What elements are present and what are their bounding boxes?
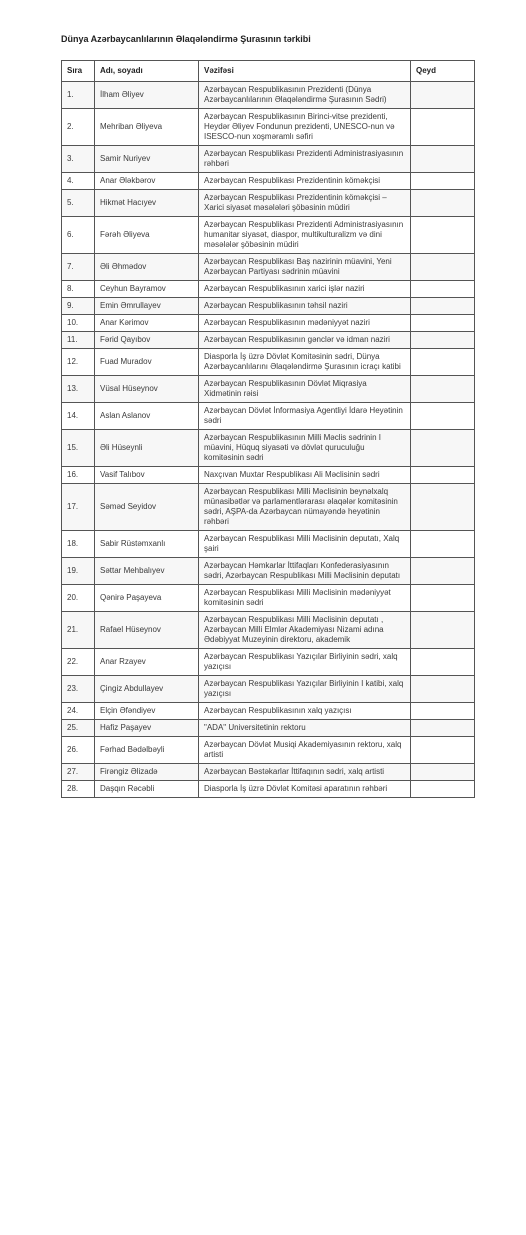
- row-number: 26.: [62, 737, 95, 764]
- row-number: 21.: [62, 612, 95, 649]
- table-row: [62, 403, 475, 430]
- table-row: [62, 676, 475, 703]
- member-position: Azərbaycan Həmkarlar İttifaqları Konfederasiyasının sədri, Azərbaycan Respublikası Milli Məclisinin deputatı: [199, 558, 411, 585]
- member-position: Azərbaycan Respublikası Prezidenti Administrasiyasının humanitar siyasət, diaspor, multikulturalizm və dini məsələlər şöbəsinin müdiri: [199, 217, 411, 254]
- member-position: Naxçıvan Muxtar Respublikası Ali Məclisinin sədri: [199, 467, 411, 484]
- row-number: 28.: [62, 781, 95, 798]
- row-number: 27.: [62, 764, 95, 781]
- row-number: 2.: [62, 109, 95, 146]
- member-name: Samir Nuriyev: [95, 146, 199, 173]
- member-note: [411, 403, 475, 430]
- member-position: Diasporla İş üzrə Dövlət Komitəsinin sədri, Dünya Azərbaycanlılarını Əlaqələndirmə Şurasının icraçı katibi: [199, 349, 411, 376]
- table-row: [62, 467, 475, 484]
- member-position: Azərbaycan Respublikasının gənclər və idman naziri: [199, 332, 411, 349]
- member-name: Fuad Muradov: [95, 349, 199, 376]
- member-position: "ADA" Universitetinin rektoru: [199, 720, 411, 737]
- table-row: [62, 217, 475, 254]
- table-row: [62, 349, 475, 376]
- member-name: Ceyhun Bayramov: [95, 281, 199, 298]
- member-note: [411, 298, 475, 315]
- member-position: Azərbaycan Respublikası Milli Məclisinin deputatı, Xalq şairi: [199, 531, 411, 558]
- member-name: Fərəh Əliyeva: [95, 217, 199, 254]
- row-number: 19.: [62, 558, 95, 585]
- member-note: [411, 349, 475, 376]
- row-number: 16.: [62, 467, 95, 484]
- member-position: Azərbaycan Respublikasının xarici işlər naziri: [199, 281, 411, 298]
- table-row: [62, 281, 475, 298]
- table-row: [62, 585, 475, 612]
- member-position: Azərbaycan Respublikası Milli Məclisinin beynəlxalq münasibətlər və parlamentlərarası əlaqələr komitəsinin sədri, AŞPA-da Azərbaycan nümayəndə heyətinin rəhbəri: [199, 484, 411, 531]
- row-number: 17.: [62, 484, 95, 531]
- member-name: Mehriban Əliyeva: [95, 109, 199, 146]
- member-name: Fərhad Bədəlbəyli: [95, 737, 199, 764]
- member-position: Azərbaycan Respublikasının təhsil naziri: [199, 298, 411, 315]
- table-row: [62, 254, 475, 281]
- member-name: Çingiz Abdullayev: [95, 676, 199, 703]
- member-name: Emin Əmrullayev: [95, 298, 199, 315]
- row-number: 8.: [62, 281, 95, 298]
- table-row: [62, 720, 475, 737]
- row-number: 5.: [62, 190, 95, 217]
- member-note: [411, 467, 475, 484]
- member-position: Azərbaycan Dövlət Musiqi Akademiyasının rektoru, xalq artisti: [199, 737, 411, 764]
- row-number: 4.: [62, 173, 95, 190]
- member-position: Azərbaycan Respublikasının Dövlət Miqrasiya Xidmətinin rəisi: [199, 376, 411, 403]
- row-number: 7.: [62, 254, 95, 281]
- row-number: 10.: [62, 315, 95, 332]
- member-position: Azərbaycan Respublikası Yazıçılar Birliyinin sədri, xalq yazıçısı: [199, 649, 411, 676]
- member-position: Azərbaycan Respublikası Prezidentinin köməkçisi: [199, 173, 411, 190]
- member-name: Hafiz Paşayev: [95, 720, 199, 737]
- member-note: [411, 173, 475, 190]
- member-position: Azərbaycan Dövlət İnformasiya Agentliyi İdarə Heyətinin sədri: [199, 403, 411, 430]
- table-row: [62, 376, 475, 403]
- table-row: [62, 649, 475, 676]
- member-name: Əli Hüseynli: [95, 430, 199, 467]
- member-note: [411, 146, 475, 173]
- member-note: [411, 737, 475, 764]
- row-number: 6.: [62, 217, 95, 254]
- table-row: [62, 298, 475, 315]
- member-name: Anar Kərimov: [95, 315, 199, 332]
- member-note: [411, 217, 475, 254]
- member-note: [411, 703, 475, 720]
- table-row: [62, 315, 475, 332]
- member-note: [411, 281, 475, 298]
- table-row: [62, 703, 475, 720]
- member-name: İlham Əliyev: [95, 82, 199, 109]
- member-name: Fərid Qayıbov: [95, 332, 199, 349]
- member-name: Aslan Aslanov: [95, 403, 199, 430]
- member-note: [411, 376, 475, 403]
- table-row: [62, 146, 475, 173]
- member-note: [411, 82, 475, 109]
- member-name: Səttar Mehbalıyev: [95, 558, 199, 585]
- member-note: [411, 254, 475, 281]
- table-row: [62, 332, 475, 349]
- member-note: [411, 430, 475, 467]
- member-position: Azərbaycan Respublikası Yazıçılar Birliyinin I katibi, xalq yazıçısı: [199, 676, 411, 703]
- member-name: Əli Əhmədov: [95, 254, 199, 281]
- page-title: Dünya Azərbaycanlılarının Əlaqələndirmə Şurasının tərkibi: [61, 34, 311, 44]
- member-note: [411, 332, 475, 349]
- member-note: [411, 720, 475, 737]
- table-row: [62, 558, 475, 585]
- row-number: 13.: [62, 376, 95, 403]
- row-number: 11.: [62, 332, 95, 349]
- table-row: [62, 430, 475, 467]
- council-table: [61, 60, 475, 798]
- row-number: 18.: [62, 531, 95, 558]
- member-position: Azərbaycan Respublikası Baş nazirinin müavini, Yeni Azərbaycan Partiyası sədrinin müavini: [199, 254, 411, 281]
- member-note: [411, 315, 475, 332]
- header-position: Vəzifəsi: [199, 61, 411, 82]
- table-row: [62, 764, 475, 781]
- header-name: Adı, soyadı: [95, 61, 199, 82]
- table-row: [62, 173, 475, 190]
- table-row: [62, 190, 475, 217]
- row-number: 14.: [62, 403, 95, 430]
- row-number: 20.: [62, 585, 95, 612]
- member-position: Azərbaycan Respublikası Milli Məclisinin deputatı , Azərbaycan Milli Elmlər Akademiyası Nizami adına Ədəbiyyat Muzeyinin direktoru, akademik: [199, 612, 411, 649]
- member-name: Elçin Əfəndiyev: [95, 703, 199, 720]
- member-position: Azərbaycan Respublikasının Birinci-vitse prezidenti, Heydər Əliyev Fondunun prezidenti, UNESCO-nun və ISESCO-nun xoşməramlı səfiri: [199, 109, 411, 146]
- member-name: Vüsal Hüseynov: [95, 376, 199, 403]
- row-number: 1.: [62, 82, 95, 109]
- row-number: 12.: [62, 349, 95, 376]
- member-note: [411, 585, 475, 612]
- member-position: Azərbaycan Respublikası Prezidentinin köməkçisi – Xarici siyasət məsələləri şöbəsinin müdiri: [199, 190, 411, 217]
- header-number: Sıra: [62, 61, 95, 82]
- member-note: [411, 676, 475, 703]
- table-row: [62, 82, 475, 109]
- member-position: Azərbaycan Bəstəkarlar İttifaqının sədri, xalq artisti: [199, 764, 411, 781]
- table-row: [62, 484, 475, 531]
- member-note: [411, 649, 475, 676]
- member-position: Azərbaycan Respublikası Milli Məclisinin mədəniyyət komitəsinin sədri: [199, 585, 411, 612]
- row-number: 22.: [62, 649, 95, 676]
- row-number: 3.: [62, 146, 95, 173]
- member-note: [411, 484, 475, 531]
- member-position: Azərbaycan Respublikası Prezidenti Administrasiyasının rəhbəri: [199, 146, 411, 173]
- member-name: Daşqın Rəcəbli: [95, 781, 199, 798]
- member-name: Firəngiz Əlizadə: [95, 764, 199, 781]
- table-row: [62, 737, 475, 764]
- row-number: 15.: [62, 430, 95, 467]
- member-note: [411, 764, 475, 781]
- member-position: Azərbaycan Respublikasının Milli Məclis sədrinin I müavini, Hüquq siyasəti və dövlət quruculuğu komitəsinin sədri: [199, 430, 411, 467]
- row-number: 24.: [62, 703, 95, 720]
- member-note: [411, 781, 475, 798]
- member-name: Anar Ələkbərov: [95, 173, 199, 190]
- member-position: Azərbaycan Respublikasının Prezidenti (Dünya Azərbaycanlılarının Əlaqələndirmə Şurasının Sədri): [199, 82, 411, 109]
- row-number: 23.: [62, 676, 95, 703]
- row-number: 25.: [62, 720, 95, 737]
- member-position: Azərbaycan Respublikasının mədəniyyət naziri: [199, 315, 411, 332]
- member-note: [411, 109, 475, 146]
- member-name: Sabir Rüstəmxanlı: [95, 531, 199, 558]
- table-row: [62, 531, 475, 558]
- member-position: Azərbaycan Respublikasının xalq yazıçısı: [199, 703, 411, 720]
- table-header-row: [62, 61, 475, 82]
- member-note: [411, 531, 475, 558]
- row-number: 9.: [62, 298, 95, 315]
- table-row: [62, 612, 475, 649]
- member-name: Vasif Talıbov: [95, 467, 199, 484]
- member-note: [411, 612, 475, 649]
- member-position: Diasporla İş üzrə Dövlət Komitəsi aparatının rəhbəri: [199, 781, 411, 798]
- table-row: [62, 781, 475, 798]
- table-row: [62, 109, 475, 146]
- header-note: Qeyd: [411, 61, 475, 82]
- member-name: Anar Rzayev: [95, 649, 199, 676]
- member-note: [411, 558, 475, 585]
- member-note: [411, 190, 475, 217]
- member-name: Qənirə Paşayeva: [95, 585, 199, 612]
- member-name: Hikmət Hacıyev: [95, 190, 199, 217]
- member-name: Səməd Seyidov: [95, 484, 199, 531]
- member-name: Rafael Hüseynov: [95, 612, 199, 649]
